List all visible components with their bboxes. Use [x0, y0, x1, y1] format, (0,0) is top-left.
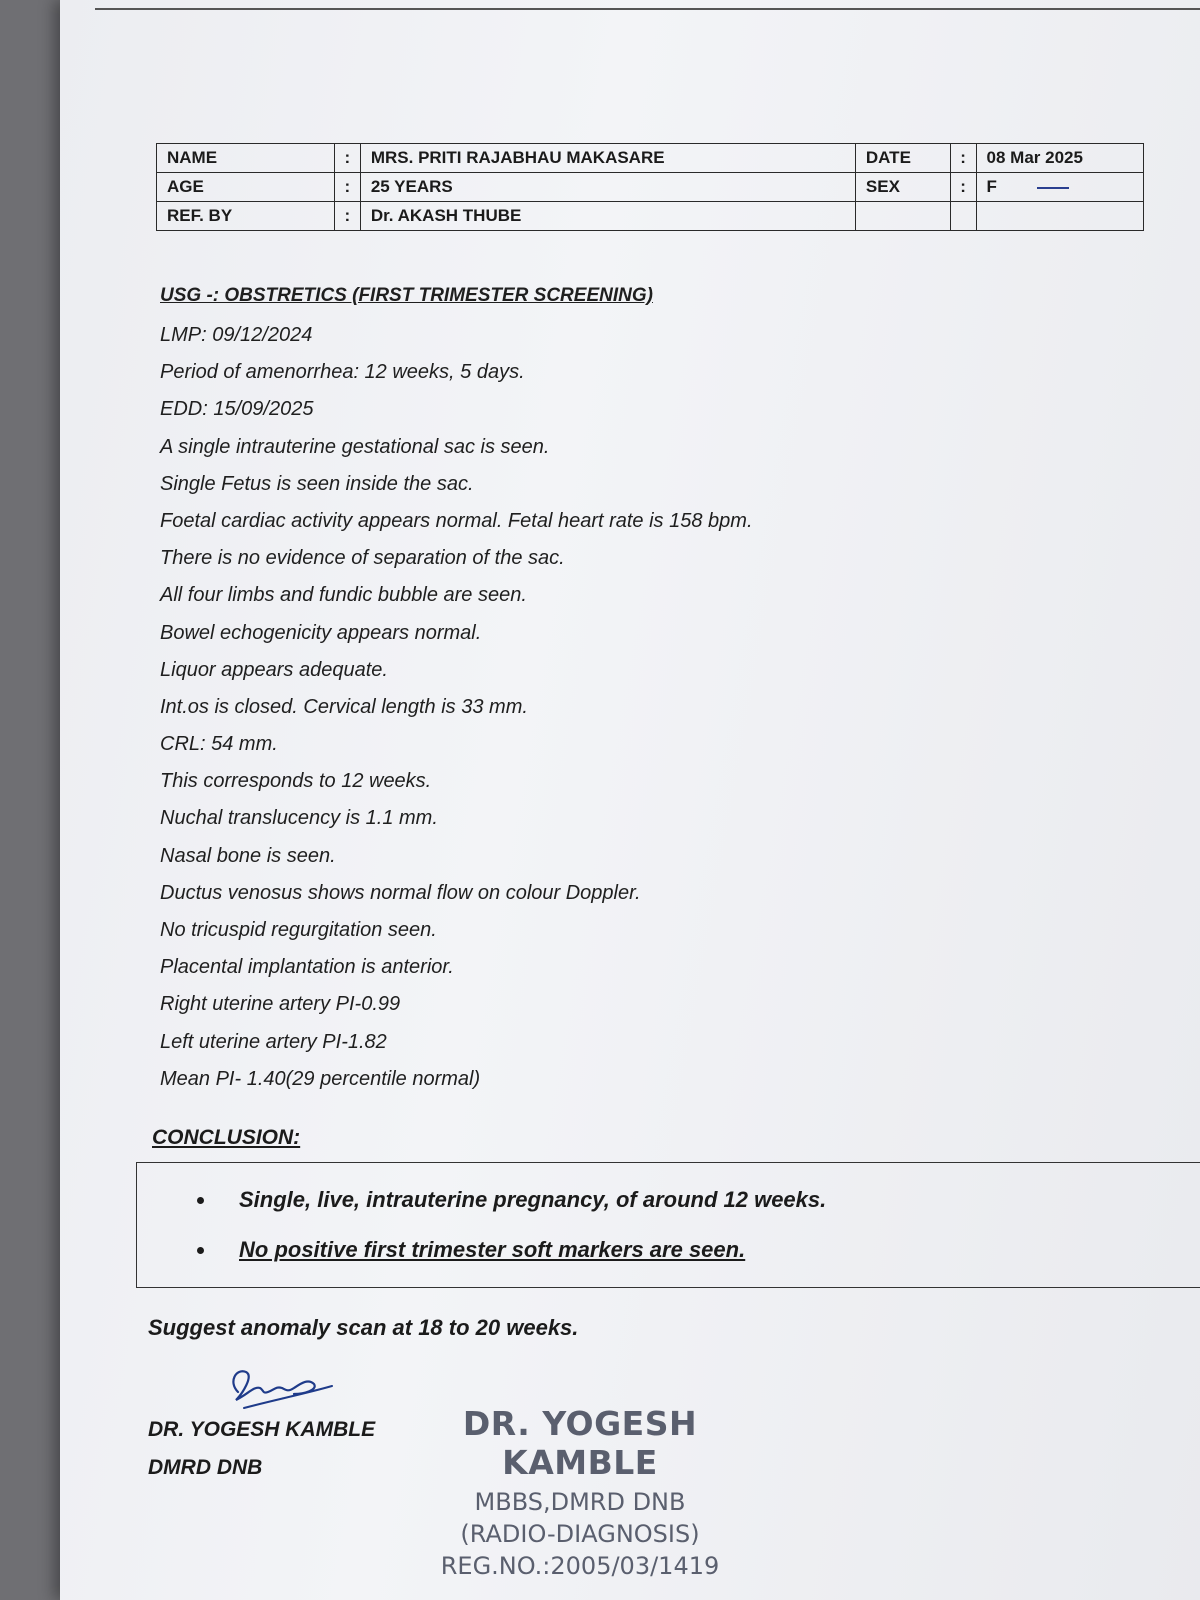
pen-dash	[1037, 187, 1069, 189]
finding-line: Nasal bone is seen.	[160, 844, 336, 867]
finding-line: Nuchal translucency is 1.1 mm.	[160, 807, 438, 830]
finding-line: CRL: 54 mm.	[160, 733, 278, 756]
finding-line: Right uterine artery PI-0.99	[160, 993, 401, 1016]
report-heading: USG -: OBSTRETICS (FIRST TRIMESTER SCREENING)	[160, 285, 653, 306]
sex-label: SEX	[855, 173, 950, 202]
conclusion-item-text: No positive first trimester soft markers are seen.	[239, 1237, 746, 1262]
ref-label: REF. BY	[157, 202, 335, 231]
stamp-reg: REG.NO.:2005/03/1419	[440, 1552, 720, 1580]
info-row-2	[157, 173, 1144, 202]
report-date: 08 Mar 2025	[976, 144, 1143, 173]
stamp-specialty: (RADIO-DIAGNOSIS)	[460, 1520, 700, 1548]
suggestion: Suggest anomaly scan at 18 to 20 weeks.	[148, 1315, 579, 1340]
finding-line: No tricuspid regurgitation seen.	[160, 919, 437, 941]
conclusion-item-text: Single, live, intrauterine pregnancy, of around 12 weeks.	[239, 1187, 827, 1212]
empty-cell	[855, 202, 950, 231]
finding-line: Left uterine artery PI-1.82	[160, 1030, 387, 1053]
finding-line: A single intrauterine gestational sac is seen.	[160, 435, 550, 458]
doctor-stamp	[410, 1404, 750, 1580]
age-label: AGE	[157, 173, 335, 202]
empty-cell	[976, 202, 1143, 231]
top-rule	[95, 8, 1200, 10]
doctor-qualification: DMRD DNB	[148, 1456, 263, 1479]
patient-name: MRS. PRITI RAJABHAU MAKASARE	[360, 144, 855, 173]
patient-age: 25 YEARS	[360, 173, 855, 202]
finding-line: EDD: 15/09/2025	[160, 398, 314, 421]
finding-line: Mean PI- 1.40(29 percentile normal)	[160, 1067, 481, 1090]
conclusion-item	[217, 1227, 1200, 1277]
finding-line: There is no evidence of separation of the sac.	[160, 547, 565, 570]
finding-line: Ductus venosus shows normal flow on colour Doppler.	[160, 881, 641, 904]
finding-line: Placental implantation is anterior.	[160, 956, 454, 979]
conclusion-item	[217, 1177, 1200, 1227]
colon: :	[334, 144, 360, 173]
referring-doctor: Dr. AKASH THUBE	[360, 202, 855, 231]
info-row-1	[157, 144, 1144, 173]
sex-cell	[976, 173, 1143, 202]
finding-line: LMP: 09/12/2024	[160, 324, 313, 346]
date-label: DATE	[855, 144, 950, 173]
report-body	[160, 285, 1120, 1098]
finding-line: This corresponds to 12 weeks.	[160, 770, 432, 793]
signature-icon	[224, 1364, 334, 1414]
name-label: NAME	[157, 144, 335, 173]
finding-line: Single Fetus is seen inside the sac.	[160, 472, 474, 495]
finding-line: Bowel echogenicity appears normal.	[160, 621, 482, 644]
stamp-name: DR. YOGESH KAMBLE	[462, 1404, 698, 1482]
finding-line: Liquor appears adequate.	[160, 658, 388, 681]
colon: :	[950, 144, 976, 173]
empty-cell	[950, 202, 976, 231]
doctor-name: DR. YOGESH KAMBLE	[148, 1418, 376, 1441]
colon: :	[334, 202, 360, 231]
finding-line: Foetal cardiac activity appears normal. Fetal heart rate is 158 bpm.	[160, 509, 753, 532]
stamp-degree: MBBS,DMRD DNB	[474, 1488, 686, 1516]
findings-list	[160, 317, 1120, 1098]
finding-line: All four limbs and fundic bubble are seen.	[160, 584, 527, 607]
colon: :	[950, 173, 976, 202]
finding-line: Period of amenorrhea: 12 weeks, 5 days.	[160, 361, 525, 384]
colon: :	[334, 173, 360, 202]
patient-sex: F	[986, 177, 997, 196]
finding-line: Int.os is closed. Cervical length is 33 mm.	[160, 695, 528, 718]
info-row-3	[157, 202, 1144, 231]
conclusion-list	[217, 1177, 1200, 1277]
conclusion-box	[136, 1162, 1200, 1288]
conclusion-title: CONCLUSION:	[152, 1126, 301, 1149]
patient-info-table	[156, 143, 1144, 231]
